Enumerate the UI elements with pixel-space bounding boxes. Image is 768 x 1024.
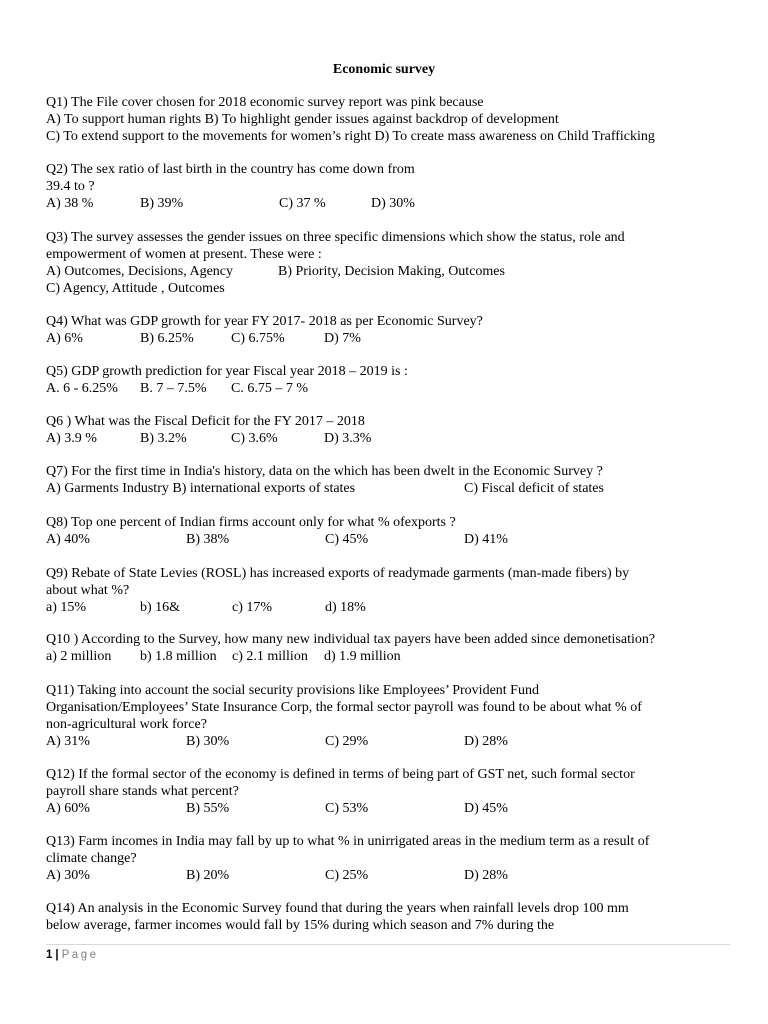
- option-b: B. 7 – 7.5%: [140, 381, 207, 396]
- option-b: B) 38%: [186, 532, 230, 547]
- option-a: A. 6 - 6.25%: [46, 381, 118, 396]
- question-3: [46, 229, 736, 297]
- question-11: [46, 682, 736, 750]
- question-14-stem-cont: below average, farmer incomes would fall by 15% during which season and 7% during the: [46, 918, 555, 933]
- question-7: [46, 463, 736, 497]
- question-13-stem: Q13) Farm incomes in India may fall by up to what % in unirrigated areas in the medium term as a result of: [46, 834, 650, 849]
- option-b: B) 30%: [186, 734, 230, 749]
- question-11-stem-cont-2: non-agricultural work force?: [46, 717, 207, 732]
- question-9-stem-cont: about what %?: [46, 583, 130, 598]
- question-10: [46, 631, 736, 665]
- question-2-options: [46, 195, 736, 212]
- question-12: [46, 766, 736, 817]
- option-a: A) 3.9 %: [46, 431, 97, 446]
- option-c: c) 17%: [232, 600, 273, 615]
- option-a: A) 60%: [46, 801, 90, 816]
- question-12-options: [46, 800, 736, 817]
- question-8: [46, 514, 736, 548]
- question-3-stem-cont: empowerment of women at present. These were :: [46, 247, 322, 262]
- option-b: B) 39%: [140, 196, 184, 211]
- question-1-stem: Q1) The File cover chosen for 2018 economic survey report was pink because: [46, 95, 484, 110]
- question-13-stem-cont: climate change?: [46, 851, 137, 866]
- page-footer: [46, 948, 98, 962]
- option-c: C) 53%: [325, 801, 369, 816]
- question-3-options-row-2: [46, 280, 736, 297]
- option-c: C) Agency, Attitude , Outcomes: [46, 281, 225, 296]
- option-d: D) 30%: [371, 196, 415, 211]
- option-a: A) 40%: [46, 532, 90, 547]
- footer-separator: |: [55, 949, 59, 961]
- question-10-stem: Q10 ) According to the Survey, how many new individual tax payers have been added since demonetisation?: [46, 632, 656, 647]
- question-2: [46, 161, 736, 212]
- question-9: [46, 565, 736, 616]
- question-9-stem: Q9) Rebate of State Levies (ROSL) has increased exports of readymade garments (man-made fibers) by: [46, 566, 630, 581]
- question-10-options: [46, 648, 736, 665]
- question-1-options-line-1: A) To support human rights B) To highlight gender issues against backdrop of development: [46, 112, 559, 127]
- option-b: B) 55%: [186, 801, 230, 816]
- option-c: c) 2.1 million: [232, 649, 308, 664]
- option-c: C. 6.75 – 7 %: [231, 381, 308, 396]
- question-12-stem: Q12) If the formal sector of the economy is defined in terms of being part of GST net, such formal sector: [46, 767, 635, 782]
- option-d: D) 28%: [464, 868, 508, 883]
- question-3-stem: Q3) The survey assesses the gender issues on three specific dimensions which show the status, role and: [46, 230, 625, 245]
- option-a: a) 15%: [46, 600, 87, 615]
- option-c: C) 3.6%: [231, 431, 278, 446]
- option-a: A) 38 %: [46, 196, 94, 211]
- question-9-options: [46, 599, 736, 616]
- footer-divider: [46, 944, 730, 945]
- question-4: [46, 313, 736, 347]
- option-c: C) 37 %: [279, 196, 326, 211]
- question-14-stem: Q14) An analysis in the Economic Survey found that during the years when rainfall levels drop 100 mm: [46, 901, 629, 916]
- option-a: A) Outcomes, Decisions, Agency: [46, 264, 234, 279]
- question-14: [46, 900, 736, 934]
- page-label: Page: [61, 949, 99, 961]
- question-8-stem: Q8) Top one percent of Indian firms account only for what % ofexports ?: [46, 515, 456, 530]
- option-b: B) 3.2%: [140, 431, 187, 446]
- option-a: A) 31%: [46, 734, 90, 749]
- question-6-options: [46, 430, 736, 447]
- option-c: C) 6.75%: [231, 331, 285, 346]
- question-7-options: [46, 480, 736, 497]
- option-d: d) 18%: [325, 600, 366, 615]
- question-1: [46, 94, 736, 145]
- option-a: a) 2 million: [46, 649, 112, 664]
- option-d: D) 45%: [464, 801, 508, 816]
- question-13: [46, 833, 736, 884]
- question-5-options: [46, 380, 736, 397]
- option-d: d) 1.9 million: [324, 649, 401, 664]
- page-title: Economic survey: [332, 62, 436, 77]
- option-c: C) 25%: [325, 868, 369, 883]
- option-a: A) 30%: [46, 868, 90, 883]
- question-11-stem-cont: Organisation/Employees’ State Insurance Corp, the formal sector payroll was found to be about what % of: [46, 700, 642, 715]
- question-7-stem: Q7) For the first time in India's history, data on the which has been dwelt in the Economic Survey ?: [46, 464, 603, 479]
- question-6: [46, 413, 736, 447]
- option-b: b) 16&: [140, 600, 181, 615]
- option-b: B) Priority, Decision Making, Outcomes: [278, 264, 505, 279]
- option-a-b: A) Garments Industry B) international exports of states: [46, 481, 356, 496]
- option-d: D) 41%: [464, 532, 508, 547]
- question-11-options: [46, 733, 736, 750]
- question-13-options: [46, 867, 736, 884]
- question-1-options-line-2: C) To extend support to the movements for women’s right D) To create mass awareness on Child Trafficking: [46, 129, 655, 144]
- question-12-stem-cont: payroll share stands what percent?: [46, 784, 239, 799]
- option-d: D) 3.3%: [324, 431, 372, 446]
- option-b: B) 6.25%: [140, 331, 194, 346]
- option-b: b) 1.8 million: [140, 649, 217, 664]
- question-4-stem: Q4) What was GDP growth for year FY 2017- 2018 as per Economic Survey?: [46, 314, 483, 329]
- question-2-stem: Q2) The sex ratio of last birth in the country has come down from: [46, 162, 415, 177]
- question-2-stem-cont: 39.4 to ?: [46, 179, 95, 194]
- option-c: C) Fiscal deficit of states: [464, 481, 604, 496]
- option-d: D) 7%: [324, 331, 361, 346]
- question-6-stem: Q6 ) What was the Fiscal Deficit for the FY 2017 – 2018: [46, 414, 365, 429]
- question-8-options: [46, 531, 736, 548]
- option-a: A) 6%: [46, 331, 83, 346]
- question-11-stem: Q11) Taking into account the social security provisions like Employees’ Provident Fund: [46, 683, 539, 698]
- option-c: C) 29%: [325, 734, 369, 749]
- question-3-options-row-1: [46, 263, 736, 280]
- question-5: [46, 363, 736, 397]
- option-b: B) 20%: [186, 868, 230, 883]
- question-5-stem: Q5) GDP growth prediction for year Fiscal year 2018 – 2019 is :: [46, 364, 408, 379]
- page-number: 1: [46, 949, 53, 961]
- option-c: C) 45%: [325, 532, 369, 547]
- question-4-options: [46, 330, 736, 347]
- option-d: D) 28%: [464, 734, 508, 749]
